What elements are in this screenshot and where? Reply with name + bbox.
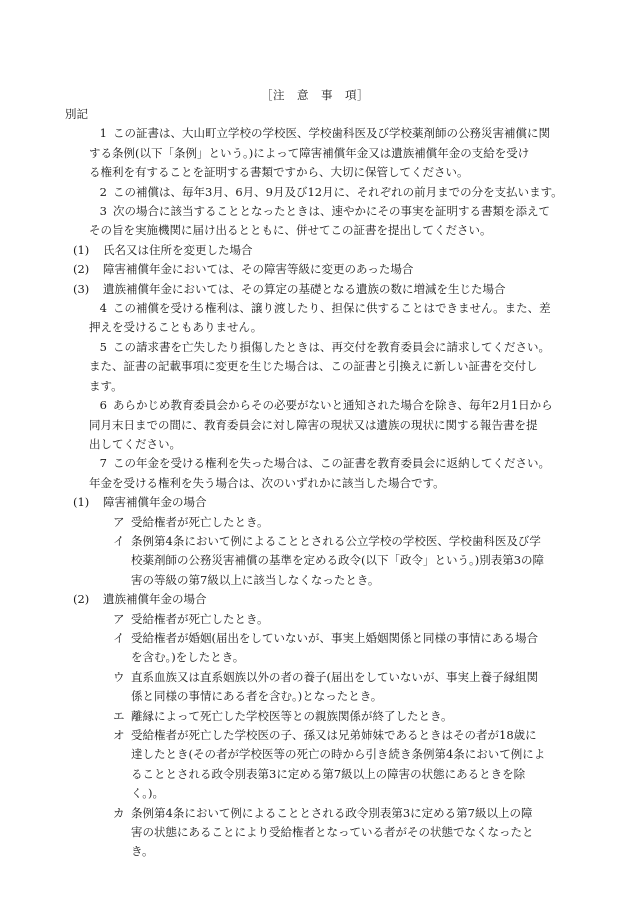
item-line: この補償を受ける権利は、譲り渡したり、担保に供することはできません。また、差 <box>113 301 551 316</box>
item-line: この請求書を亡失したり損傷したときは、再交付を教育委員会に請求してください。 <box>113 339 550 354</box>
item-number: 7 <box>99 456 107 471</box>
kana-line: 直系血族又は直系姻族以外の者の養子(届出をしていないが、事実上養子縁組関 <box>131 669 538 684</box>
kana-line: 受給権者が婚姻(届出をしていないが、事実上婚姻関係と同様の事情にある場合 <box>131 630 538 645</box>
notice-item-4 <box>81 299 563 338</box>
item-number: 3 <box>99 204 107 219</box>
item-line: あらかじめ教育委員会からその必要がないと通知された場合を除き、毎年2月1日から <box>113 398 553 413</box>
kana-item <box>113 513 563 532</box>
sub-item <box>73 590 563 609</box>
kana-item <box>113 726 563 804</box>
kana-line: を含む。)をしたとき。 <box>131 650 245 665</box>
kana-marker: エ <box>113 708 125 723</box>
item-number: 5 <box>99 339 107 354</box>
sub-item <box>73 280 563 299</box>
item-line: この年金を受ける権利を失った場合は、この証書を教育委員会に返納してください。 <box>113 456 550 471</box>
kana-line: 受給権者が死亡したとき。 <box>131 514 269 529</box>
kana-marker: ア <box>113 514 125 529</box>
item-line: する条例(以下「条例」という。)によって障害補償年金又は遺族補償年金の支給を受け <box>89 145 530 160</box>
sub-item-text: 障害補償年金の場合 <box>103 495 207 510</box>
item-number: 1 <box>99 126 107 141</box>
kana-line: 受給権者が死亡した学校医の子、孫又は兄弟姉妹であるときはその者が18歳に <box>131 728 537 742</box>
document-body <box>65 105 563 862</box>
kana-item <box>113 707 563 726</box>
item-line: ます。 <box>89 378 123 393</box>
kana-marker: イ <box>113 630 125 645</box>
notice-item-7 <box>81 454 563 493</box>
sub-item-text: 障害補償年金においては、その障害等級に変更のあった場合 <box>103 262 414 277</box>
sub-item-text: 氏名又は住所を変更した場合 <box>103 242 253 257</box>
kana-line: 害の等級の第7級以上に該当しなくなったとき。 <box>131 572 380 587</box>
sub-item <box>73 260 563 279</box>
kana-line: 係と同様の事情にある者を含む。)となったとき。 <box>131 689 383 704</box>
kana-marker: イ <box>113 533 125 548</box>
kana-item <box>113 610 563 629</box>
kana-line: 条例第4条において例によることとされる公立学校の学校医、学校歯科医及び学 <box>131 533 541 548</box>
item-line: その旨を実施機関に届け出るとともに、併せてこの証書を提出してください。 <box>89 223 492 238</box>
item-number: 4 <box>99 301 107 316</box>
kana-line: 校薬剤師の公務災害補償の基準を定める政令(以下「政令」という。)別表第3の障 <box>131 553 545 568</box>
kana-item <box>113 532 563 590</box>
item-line: 年金を受ける権利を失う場合は、次のいずれかに該当した場合です。 <box>89 475 445 490</box>
item-line: 同月末日までの間に、教育委員会に対し障害の現状又は遺族の現状に関する報告書を提 <box>89 417 538 432</box>
kana-marker: オ <box>113 728 125 742</box>
sub-item-number: (2) <box>73 592 90 607</box>
sub-item-number: (2) <box>73 262 90 277</box>
sub-item-number: (1) <box>73 495 90 510</box>
kana-line: 条例第4条において例によることとされる政令別表第3に定める第7級以上の障 <box>131 805 533 820</box>
kana-line: 達したとき(その者が学校医等の死亡の時から引き続き条例第4条において例によ <box>131 747 546 762</box>
kana-item <box>113 804 563 862</box>
item-line: また、証書の記載事項に変更を生じた場合は、この証書と引換えに新しい証書を交付し <box>89 359 538 374</box>
notice-item-1 <box>81 124 563 182</box>
kana-marker: ウ <box>113 669 125 684</box>
kana-item <box>113 629 563 668</box>
item-number: 6 <box>99 398 107 413</box>
notice-item-3 <box>81 202 563 241</box>
notice-item-2 <box>81 183 563 202</box>
sub-item-number: (3) <box>73 281 90 296</box>
item-line: 次の場合に該当することとなったときは、速やかにその事実を証明する書類を添えて <box>113 204 550 219</box>
kana-line: き。 <box>131 844 154 859</box>
notice-item-5 <box>81 338 563 396</box>
page-title: ［注 意 事 項］ <box>261 88 369 102</box>
sub-item-text: 遺族補償年金においては、その算定の基礎となる遺族の数に増減を生じた場合 <box>103 281 506 296</box>
sub-item <box>73 493 563 512</box>
item-line: 押えを受けることもありません。 <box>89 320 263 335</box>
kana-line: 受給権者が死亡したとき。 <box>131 611 269 626</box>
sub-item-text: 遺族補償年金の場合 <box>103 592 207 607</box>
kana-line: く。)。 <box>131 786 165 801</box>
item-line: この補償は、毎年3月、6月、9月及び12月に、それぞれの前月までの分を支払います。 <box>113 184 563 199</box>
item-line: る権利を有することを証明する書類ですから、大切に保管してください。 <box>89 165 469 180</box>
sub-item <box>73 241 563 260</box>
notice-item-6 <box>81 396 563 454</box>
annex-label: 別記 <box>65 107 88 121</box>
kana-marker: カ <box>113 805 125 820</box>
item-line: 出してください。 <box>89 436 181 451</box>
item-number: 2 <box>99 184 107 199</box>
item-line: この証書は、大山町立学校の学校医、学校歯科医及び学校薬剤師の公務災害補償に関 <box>113 126 550 141</box>
kana-line: 離縁によって死亡した学校医等との親族関係が終了したとき。 <box>131 708 453 723</box>
kana-line: 害の状態にあることにより受給権者となっている者がその状態でなくなったと <box>131 825 534 840</box>
kana-marker: ア <box>113 611 125 626</box>
kana-item <box>113 668 563 707</box>
sub-item-number: (1) <box>73 242 90 257</box>
kana-line: ることとされる政令別表第3に定める第7級以上の障害の状態にあるときを除 <box>131 766 526 781</box>
